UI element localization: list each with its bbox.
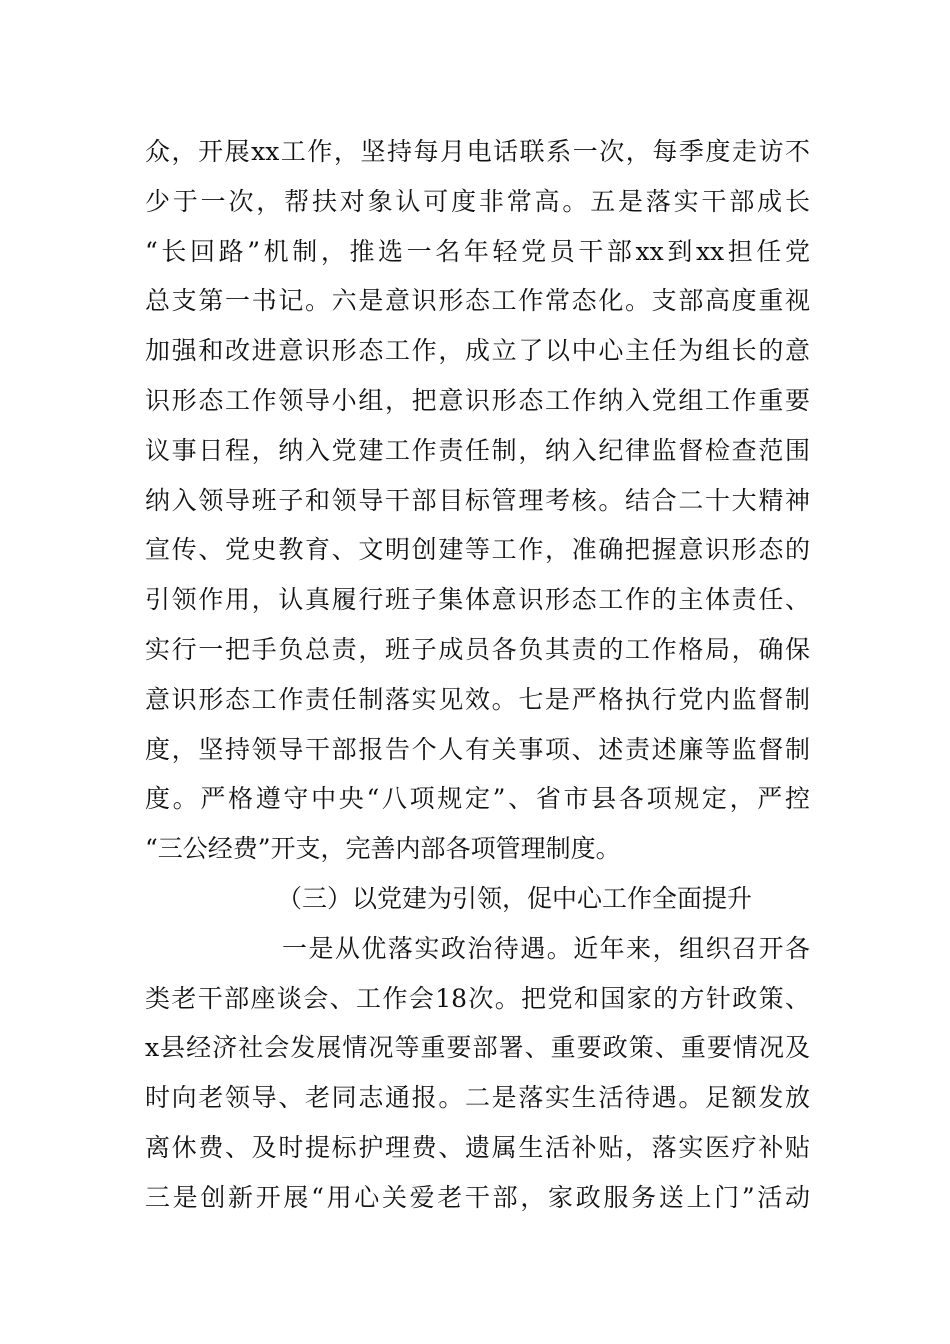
text-line: “三公经费”开支，完善内部各项管理制度。 [145, 834, 621, 864]
text-line: 实行一把手负总责，班子成员各负其责的工作格局，确保 [145, 634, 810, 664]
text-line: 议事日程，纳入党建工作责任制，纳入纪律监督检查范围 [145, 435, 810, 465]
text-line: 类老干部座谈会、工作会18次。把党和国家的方针政策、 [145, 983, 810, 1013]
body-text [145, 127, 810, 1223]
text-line: 三是创新开展“用心关爱老干部，家政服务送上门”活动 [145, 1182, 810, 1212]
text-line: 时向老领导、老同志通报。二是落实生活待遇。足额发放 [145, 1083, 810, 1113]
text-line: 一是从优落实政治待遇。近年来，组织召开各 [282, 933, 810, 963]
text-line: 识形态工作领导小组，把意识形态工作纳入党组工作重要 [145, 385, 810, 415]
text-line: 少于一次，帮扶对象认可度非常高。五是落实干部成长 [145, 186, 810, 216]
section-heading: （三）以党建为引领，促中心工作全面提升 [277, 883, 753, 913]
text-line: 宣传、党史教育、文明创建等工作，准确把握意识形态的 [145, 535, 810, 565]
text-line: 度，坚持领导干部报告个人有关事项、述责述廉等监督制 [145, 734, 810, 764]
text-line: x县经济社会发展情况等重要部署、重要政策、重要情况及 [145, 1033, 810, 1063]
text-line: 度。严格遵守中央“八项规定”、省市县各项规定，严控 [145, 784, 810, 814]
text-line: 离休费、及时提标护理费、遗属生活补贴，落实医疗补贴 [145, 1132, 810, 1162]
text-line: 引领作用，认真履行班子集体意识形态工作的主体责任、 [145, 585, 810, 615]
text-line: 意识形态工作责任制落实见效。七是严格执行党内监督制 [145, 684, 810, 714]
text-line: 众，开展xx工作，坚持每月电话联系一次，每季度走访不 [145, 137, 810, 166]
text-line: 纳入领导班子和领导干部目标管理考核。结合二十大精神 [145, 485, 810, 515]
text-line: “长回路”机制，推选一名年轻党员干部xx到xx担任党 [145, 236, 810, 266]
text-line: 加强和改进意识形态工作，成立了以中心主任为组长的意 [145, 336, 810, 366]
text-line: 总支第一书记。六是意识形态工作常态化。支部高度重视 [145, 286, 810, 316]
